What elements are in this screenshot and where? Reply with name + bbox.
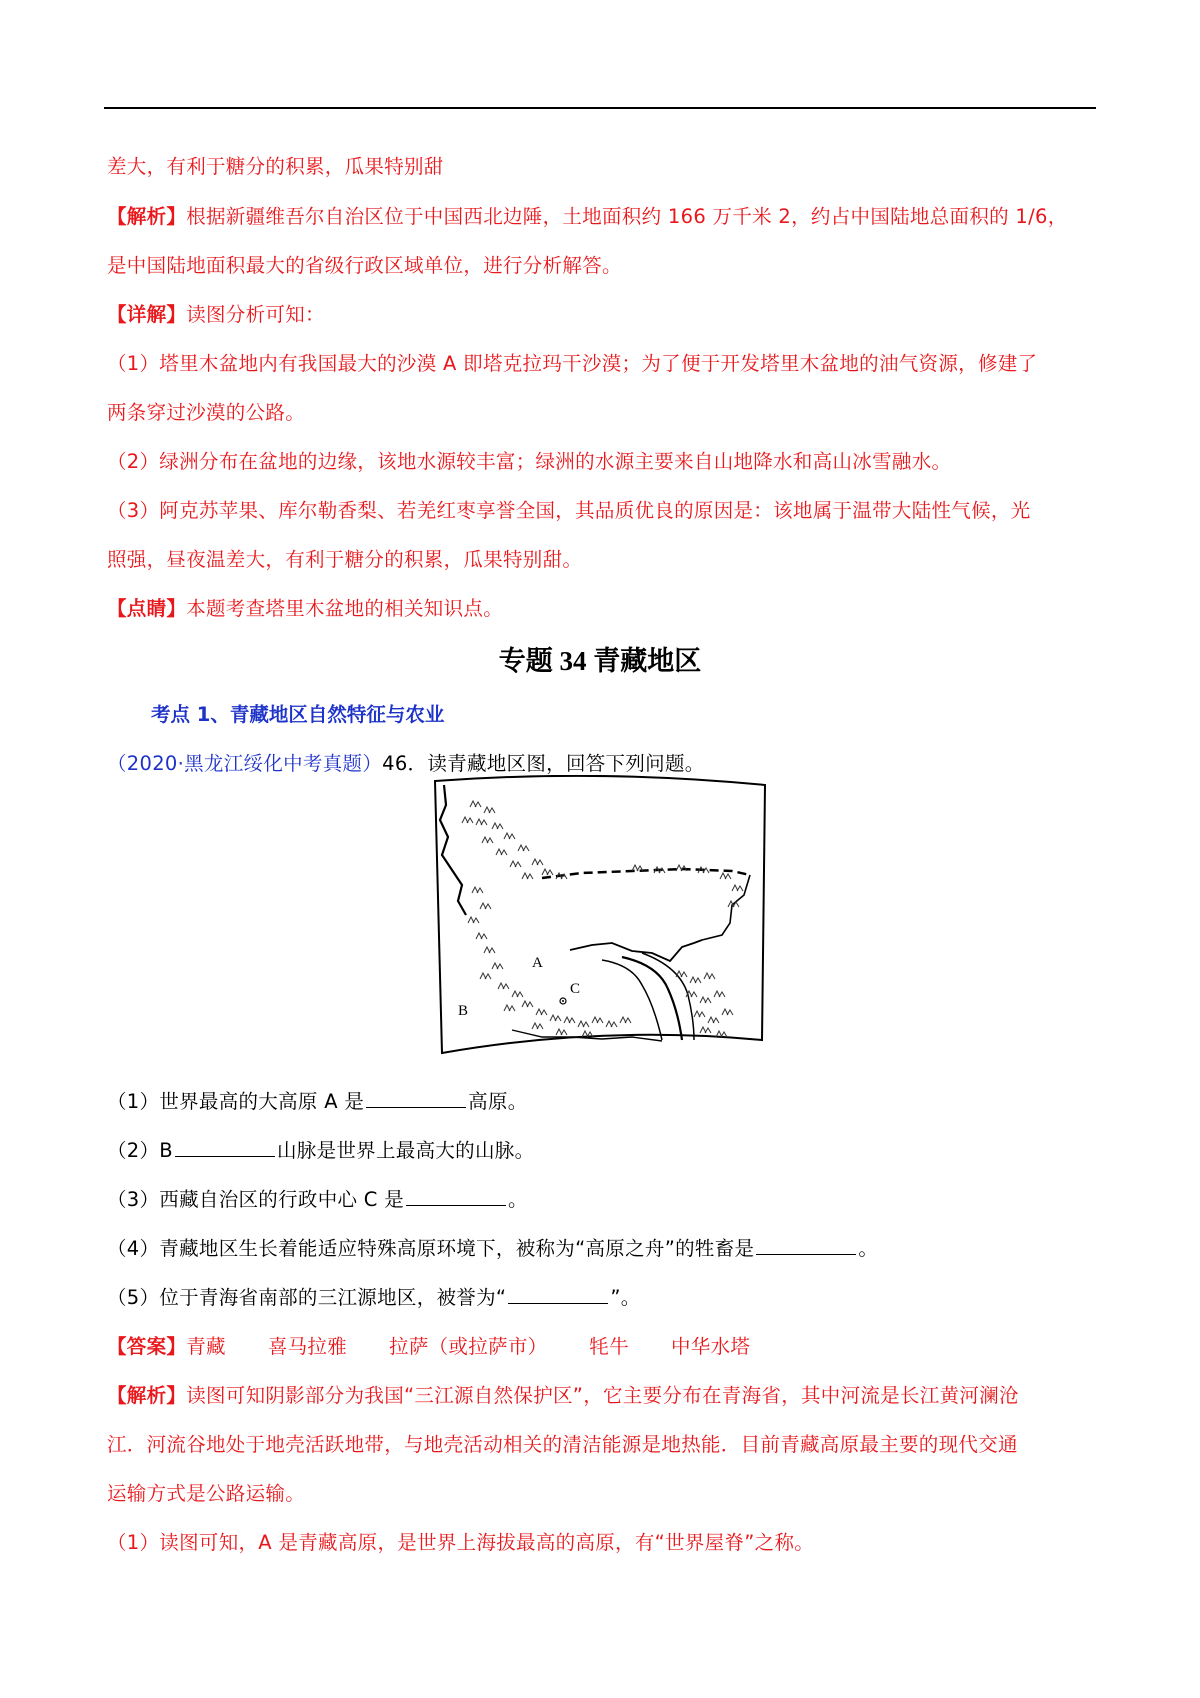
map-label-b: B — [458, 1003, 469, 1019]
analysis-line3: 运输方式是公路运输。 — [107, 1482, 306, 1505]
prev-item1-line1: （1）塔里木盆地内有我国最大的沙漠 A 即塔克拉玛干沙漠；为了便于开发塔里木盆地的油气资源，修建了 — [107, 352, 1038, 375]
river-1 — [602, 960, 662, 1040]
subq-1: （1）世界最高的大高原 A 是 高原。 — [107, 1090, 528, 1113]
subq-2: （2）B 山脉是世界上最高大的山脉。 — [107, 1139, 535, 1162]
boundary-north — [542, 869, 750, 878]
analysis-tag: 【解析】 — [107, 205, 187, 228]
subq-3: （3）西藏自治区的行政中心 C 是 。 — [107, 1188, 528, 1211]
prev-item3-line1: （3）阿克苏苹果、库尔勒香梨、若羌红枣享誉全国，其品质优良的原因是：该地属于温带大陆性气候，光 — [107, 499, 1031, 522]
question-source: （2020·黑龙江绥化中考真题） — [107, 752, 383, 775]
prev-analysis-line1 — [107, 203, 1068, 231]
header-rule — [104, 107, 1096, 109]
answer-blank-1[interactable] — [366, 1089, 466, 1108]
section-title: 专题 34 青藏地区 — [498, 646, 702, 676]
answer-line — [107, 1333, 750, 1361]
analysis-line4: （1）读图可知，A 是青藏高原，是世界上海拔最高的高原，有“世界屋脊”之称。 — [107, 1531, 815, 1554]
answer-item: 青藏 — [186, 1335, 226, 1358]
analysis-tag: 【解析】 — [107, 1384, 187, 1407]
prev-detail — [107, 301, 325, 329]
detail-tag: 【详解】 — [107, 303, 187, 326]
answer-blank-3[interactable] — [406, 1187, 506, 1206]
boundary-west — [440, 785, 466, 915]
river-2 — [622, 957, 682, 1040]
answer-item: 拉萨（或拉萨市） — [389, 1335, 548, 1358]
map-label-a: A — [532, 955, 543, 971]
prev-analysis-line2: 是中国陆地面积最大的省级行政区域单位，进行分析解答。 — [107, 254, 622, 277]
analysis-line2: 江．河流谷地处于地壳活跃地带，与地壳活动相关的清洁能源是地热能．目前青藏高原最主要的现代交通 — [107, 1433, 1018, 1456]
subq-5: （5）位于青海省南部的三江源地区，被誉为“ ”。 — [107, 1286, 641, 1309]
boundary-east — [702, 875, 750, 940]
map-label-c: C — [570, 981, 581, 997]
question-stem — [107, 750, 705, 778]
prev-point — [107, 595, 503, 623]
map-frame — [435, 776, 765, 1053]
answer-item: 牦牛 — [589, 1335, 630, 1358]
prev-item3-line2: 照强，昼夜温差大，有利于糖分的积累，瓜果特别甜。 — [107, 548, 583, 571]
answer-item: 中华水塔 — [671, 1335, 751, 1358]
answer-blank-2[interactable] — [175, 1138, 275, 1157]
point-text: 本题考查塔里木盆地的相关知识点。 — [186, 597, 504, 620]
qinghai-tibet-map — [432, 775, 768, 1055]
answer-blank-4[interactable] — [756, 1236, 856, 1255]
kaodian-heading: 考点 1、青藏地区自然特征与农业 — [151, 703, 445, 726]
boundary-qinghai — [570, 940, 702, 961]
prev-line1: 差大，有利于糖分的积累，瓜果特别甜 — [107, 155, 444, 178]
subq-4: （4）青藏地区生长着能适应特殊高原环境下，被称为“高原之舟”的牲畜是 。 — [107, 1237, 879, 1260]
detail-text: 读图分析可知： — [186, 303, 325, 326]
mountain-symbols — [462, 801, 743, 1037]
answer-item: 喜马拉雅 — [267, 1335, 348, 1358]
analysis-text: 根据新疆维吾尔自治区位于中国西北边陲，土地面积约 166 万千米 2，约占中国陆地总面积的 1/6， — [186, 205, 1068, 228]
answer-blank-5[interactable] — [508, 1285, 608, 1304]
point-tag: 【点睛】 — [107, 597, 187, 620]
analysis-line1: 【解析】读图可知阴影部分为我国“三江源自然保护区”，它主要分布在青海省，其中河流是长江黄河澜沧 — [107, 1384, 1019, 1407]
prev-item2: （2）绿洲分布在盆地的边缘，该地水源较丰富；绿洲的水源主要来自山地降水和高山冰雪融水。 — [107, 450, 952, 473]
question-text: 46．读青藏地区图，回答下列问题。 — [382, 752, 705, 775]
answer-tag: 【答案】 — [107, 1335, 187, 1358]
prev-item1-line2: 两条穿过沙漠的公路。 — [107, 401, 306, 424]
